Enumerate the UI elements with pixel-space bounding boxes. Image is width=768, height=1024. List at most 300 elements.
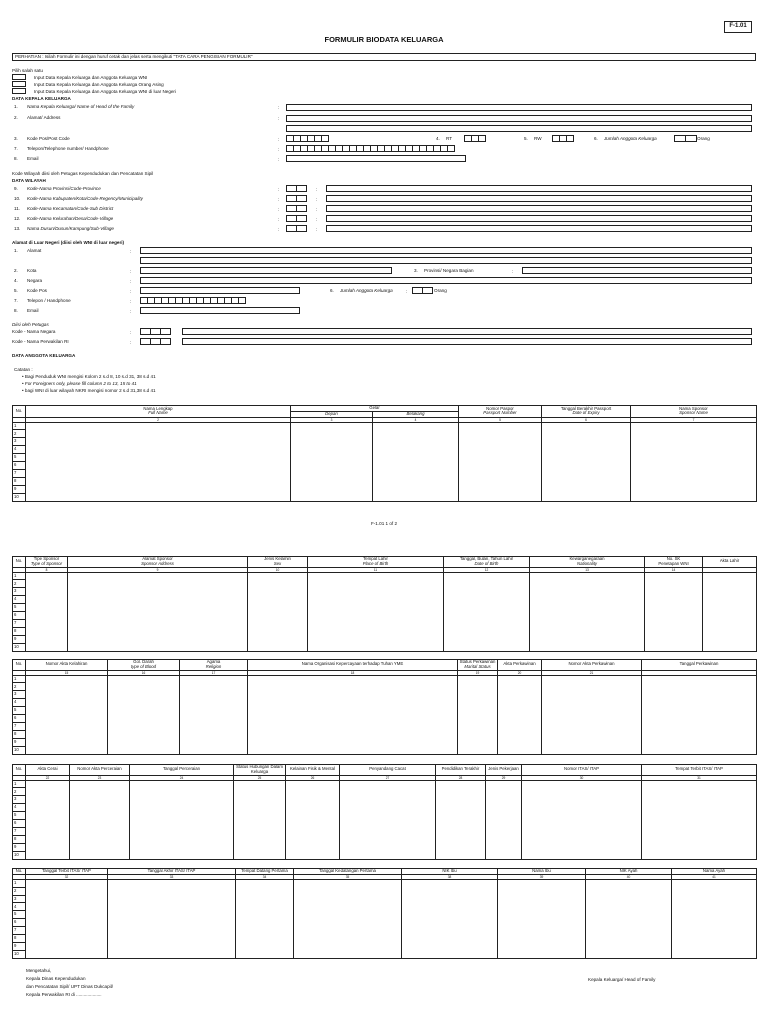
table-cell[interactable] [542, 462, 631, 470]
table-cell[interactable] [458, 691, 498, 699]
table-cell[interactable] [542, 430, 631, 438]
table-cell[interactable] [234, 827, 286, 835]
table-cell[interactable] [542, 722, 642, 730]
table-cell[interactable] [130, 812, 234, 820]
head-address-field-2[interactable] [286, 125, 752, 132]
table-cell[interactable] [498, 683, 542, 691]
table-cell[interactable] [402, 919, 498, 927]
table-cell[interactable] [522, 851, 642, 859]
table-cell[interactable] [26, 493, 291, 501]
table-cell[interactable] [458, 730, 498, 738]
table-cell[interactable] [631, 485, 757, 493]
table-cell[interactable] [703, 643, 757, 651]
table-cell[interactable] [522, 788, 642, 796]
table-cell[interactable] [70, 788, 130, 796]
table-cell[interactable] [291, 438, 373, 446]
table-cell[interactable] [308, 604, 444, 612]
table-cell[interactable] [248, 596, 308, 604]
table-cell[interactable] [459, 477, 542, 485]
table-cell[interactable] [631, 438, 757, 446]
table-cell[interactable] [26, 422, 291, 430]
table-cell[interactable] [340, 843, 436, 851]
table-cell[interactable] [26, 715, 108, 723]
table-cell[interactable] [108, 722, 180, 730]
table-cell[interactable] [642, 820, 757, 828]
table-cell[interactable] [180, 707, 248, 715]
table-cell[interactable] [236, 895, 294, 903]
table-cell[interactable] [542, 469, 631, 477]
table-cell[interactable] [248, 730, 458, 738]
table-cell[interactable] [486, 827, 522, 835]
table-cell[interactable] [236, 879, 294, 887]
region-name-field[interactable] [326, 185, 752, 192]
table-cell[interactable] [26, 691, 108, 699]
rt-cells[interactable] [464, 135, 485, 142]
table-cell[interactable] [308, 627, 444, 635]
table-cell[interactable] [248, 722, 458, 730]
table-cell[interactable] [248, 699, 458, 707]
table-cell[interactable] [542, 683, 642, 691]
table-cell[interactable] [542, 485, 631, 493]
table-cell[interactable] [248, 588, 308, 596]
table-cell[interactable] [642, 699, 757, 707]
table-cell[interactable] [672, 887, 757, 895]
table-cell[interactable] [26, 462, 291, 470]
table-cell[interactable] [444, 580, 530, 588]
table-cell[interactable] [586, 903, 672, 911]
table-cell[interactable] [108, 699, 180, 707]
officer-country-name-field[interactable] [182, 328, 752, 335]
table-cell[interactable] [459, 430, 542, 438]
table-cell[interactable] [108, 942, 236, 950]
table-cell[interactable] [642, 827, 757, 835]
table-cell[interactable] [234, 835, 286, 843]
table-cell[interactable] [70, 780, 130, 788]
table-cell[interactable] [642, 722, 757, 730]
table-cell[interactable] [672, 919, 757, 927]
table-cell[interactable] [26, 485, 291, 493]
table-cell[interactable] [234, 780, 286, 788]
table-cell[interactable] [373, 438, 459, 446]
table-cell[interactable] [286, 796, 340, 804]
table-cell[interactable] [402, 942, 498, 950]
table-cell[interactable] [642, 851, 757, 859]
table-cell[interactable] [70, 812, 130, 820]
table-cell[interactable] [26, 699, 108, 707]
table-cell[interactable] [458, 746, 498, 754]
table-cell[interactable] [373, 454, 459, 462]
table-cell[interactable] [286, 780, 340, 788]
table-cell[interactable] [642, 788, 757, 796]
choose-checkbox-3[interactable] [12, 88, 26, 94]
table-cell[interactable] [236, 942, 294, 950]
table-cell[interactable] [542, 446, 631, 454]
table-cell[interactable] [586, 942, 672, 950]
table-cell[interactable] [26, 935, 108, 943]
table-cell[interactable] [26, 746, 108, 754]
table-cell[interactable] [130, 804, 234, 812]
table-cell[interactable] [458, 722, 498, 730]
table-cell[interactable] [703, 612, 757, 620]
table-cell[interactable] [642, 796, 757, 804]
table-cell[interactable] [26, 879, 108, 887]
table-cell[interactable] [542, 438, 631, 446]
table-cell[interactable] [340, 804, 436, 812]
table-cell[interactable] [340, 788, 436, 796]
table-cell[interactable] [26, 469, 291, 477]
table-cell[interactable] [498, 707, 542, 715]
table-cell[interactable] [458, 683, 498, 691]
table-cell[interactable] [645, 596, 703, 604]
table-cell[interactable] [672, 935, 757, 943]
table-cell[interactable] [459, 438, 542, 446]
table-cell[interactable] [108, 887, 236, 895]
table-cell[interactable] [586, 919, 672, 927]
table-cell[interactable] [286, 820, 340, 828]
table-cell[interactable] [26, 851, 70, 859]
table-cell[interactable] [248, 707, 458, 715]
table-cell[interactable] [108, 895, 236, 903]
table-cell[interactable] [108, 707, 180, 715]
table-cell[interactable] [68, 572, 248, 580]
table-cell[interactable] [498, 691, 542, 699]
table-cell[interactable] [373, 485, 459, 493]
table-cell[interactable] [108, 879, 236, 887]
table-cell[interactable] [530, 596, 645, 604]
table-cell[interactable] [402, 903, 498, 911]
table-cell[interactable] [373, 446, 459, 454]
table-cell[interactable] [498, 903, 586, 911]
table-cell[interactable] [294, 919, 402, 927]
table-cell[interactable] [26, 804, 70, 812]
table-cell[interactable] [586, 879, 672, 887]
officer-rep-name-field[interactable] [182, 338, 752, 345]
table-cell[interactable] [70, 851, 130, 859]
table-cell[interactable] [308, 580, 444, 588]
table-cell[interactable] [180, 675, 248, 683]
table-cell[interactable] [308, 612, 444, 620]
table-cell[interactable] [26, 619, 68, 627]
table-cell[interactable] [542, 493, 631, 501]
table-cell[interactable] [498, 730, 542, 738]
table-cell[interactable] [26, 707, 108, 715]
table-cell[interactable] [108, 683, 180, 691]
table-cell[interactable] [642, 843, 757, 851]
table-cell[interactable] [486, 843, 522, 851]
table-cell[interactable] [436, 835, 486, 843]
table-cell[interactable] [444, 612, 530, 620]
table-cell[interactable] [26, 477, 291, 485]
table-cell[interactable] [130, 843, 234, 851]
table-cell[interactable] [642, 780, 757, 788]
table-cell[interactable] [402, 879, 498, 887]
table-cell[interactable] [459, 454, 542, 462]
table-cell[interactable] [522, 835, 642, 843]
table-cell[interactable] [248, 691, 458, 699]
table-cell[interactable] [248, 635, 308, 643]
table-cell[interactable] [180, 699, 248, 707]
table-cell[interactable] [703, 619, 757, 627]
table-cell[interactable] [672, 895, 757, 903]
table-cell[interactable] [586, 895, 672, 903]
table-cell[interactable] [444, 604, 530, 612]
table-cell[interactable] [645, 627, 703, 635]
table-cell[interactable] [530, 643, 645, 651]
table-cell[interactable] [68, 588, 248, 596]
table-cell[interactable] [26, 788, 70, 796]
table-cell[interactable] [459, 485, 542, 493]
table-cell[interactable] [286, 827, 340, 835]
table-cell[interactable] [294, 942, 402, 950]
table-cell[interactable] [248, 683, 458, 691]
abroad-email-field[interactable] [140, 307, 300, 314]
table-cell[interactable] [26, 812, 70, 820]
table-cell[interactable] [522, 843, 642, 851]
table-cell[interactable] [180, 738, 248, 746]
table-cell[interactable] [70, 820, 130, 828]
table-cell[interactable] [642, 675, 757, 683]
table-cell[interactable] [248, 612, 308, 620]
table-cell[interactable] [672, 911, 757, 919]
table-cell[interactable] [486, 796, 522, 804]
table-cell[interactable] [26, 919, 108, 927]
region-code-cells[interactable] [286, 225, 306, 232]
table-cell[interactable] [542, 699, 642, 707]
region-name-field[interactable] [326, 225, 752, 232]
table-cell[interactable] [26, 738, 108, 746]
table-cell[interactable] [130, 820, 234, 828]
table-cell[interactable] [26, 843, 70, 851]
table-cell[interactable] [236, 927, 294, 935]
table-cell[interactable] [130, 780, 234, 788]
table-cell[interactable] [586, 935, 672, 943]
table-cell[interactable] [180, 746, 248, 754]
table-cell[interactable] [26, 827, 70, 835]
table-cell[interactable] [248, 572, 308, 580]
table-cell[interactable] [26, 627, 68, 635]
table-cell[interactable] [291, 446, 373, 454]
phone-cells[interactable] [286, 145, 454, 152]
table-cell[interactable] [642, 715, 757, 723]
table-cell[interactable] [444, 619, 530, 627]
table-cell[interactable] [486, 788, 522, 796]
table-cell[interactable] [26, 730, 108, 738]
table-cell[interactable] [642, 812, 757, 820]
table-cell[interactable] [286, 851, 340, 859]
choose-checkbox-1[interactable] [12, 74, 26, 80]
table-cell[interactable] [402, 895, 498, 903]
table-cell[interactable] [248, 643, 308, 651]
table-cell[interactable] [291, 462, 373, 470]
table-cell[interactable] [498, 950, 586, 958]
table-cell[interactable] [68, 619, 248, 627]
abroad-city-field[interactable] [140, 267, 392, 274]
table-cell[interactable] [459, 469, 542, 477]
table-cell[interactable] [672, 950, 757, 958]
table-cell[interactable] [542, 746, 642, 754]
table-cell[interactable] [498, 675, 542, 683]
table-cell[interactable] [642, 730, 757, 738]
table-cell[interactable] [26, 580, 68, 588]
table-cell[interactable] [642, 738, 757, 746]
table-cell[interactable] [26, 887, 108, 895]
table-cell[interactable] [340, 780, 436, 788]
table-cell[interactable] [458, 675, 498, 683]
table-cell[interactable] [236, 887, 294, 895]
table-cell[interactable] [486, 780, 522, 788]
region-code-cells[interactable] [286, 215, 306, 222]
table-cell[interactable] [70, 804, 130, 812]
table-cell[interactable] [286, 804, 340, 812]
table-cell[interactable] [436, 788, 486, 796]
table-cell[interactable] [458, 738, 498, 746]
officer-rep-code-cells[interactable] [140, 338, 170, 345]
table-cell[interactable] [130, 851, 234, 859]
table-cell[interactable] [234, 788, 286, 796]
table-cell[interactable] [436, 812, 486, 820]
table-cell[interactable] [70, 827, 130, 835]
table-cell[interactable] [180, 722, 248, 730]
region-code-cells[interactable] [286, 195, 306, 202]
table-cell[interactable] [70, 796, 130, 804]
table-cell[interactable] [486, 835, 522, 843]
table-cell[interactable] [26, 927, 108, 935]
table-cell[interactable] [631, 477, 757, 485]
table-cell[interactable] [294, 911, 402, 919]
table-cell[interactable] [373, 422, 459, 430]
table-cell[interactable] [672, 927, 757, 935]
table-cell[interactable] [180, 683, 248, 691]
table-cell[interactable] [459, 422, 542, 430]
abroad-postcode-field[interactable] [140, 287, 300, 294]
table-cell[interactable] [642, 683, 757, 691]
table-cell[interactable] [486, 851, 522, 859]
table-cell[interactable] [530, 588, 645, 596]
table-cell[interactable] [642, 691, 757, 699]
table-cell[interactable] [26, 942, 108, 950]
table-cell[interactable] [631, 469, 757, 477]
table-cell[interactable] [642, 804, 757, 812]
table-cell[interactable] [108, 903, 236, 911]
region-name-field[interactable] [326, 205, 752, 212]
table-cell[interactable] [68, 635, 248, 643]
table-cell[interactable] [498, 722, 542, 730]
table-cell[interactable] [542, 738, 642, 746]
table-cell[interactable] [180, 715, 248, 723]
table-cell[interactable] [402, 911, 498, 919]
table-cell[interactable] [522, 796, 642, 804]
table-cell[interactable] [108, 730, 180, 738]
table-cell[interactable] [631, 446, 757, 454]
abroad-address-field-2[interactable] [140, 257, 752, 264]
table-cell[interactable] [130, 827, 234, 835]
table-cell[interactable] [498, 879, 586, 887]
table-cell[interactable] [402, 935, 498, 943]
table-cell[interactable] [498, 935, 586, 943]
table-cell[interactable] [108, 927, 236, 935]
table-cell[interactable] [530, 604, 645, 612]
table-cell[interactable] [373, 462, 459, 470]
table-cell[interactable] [642, 707, 757, 715]
table-cell[interactable] [498, 738, 542, 746]
table-cell[interactable] [444, 643, 530, 651]
table-cell[interactable] [108, 691, 180, 699]
table-cell[interactable] [645, 604, 703, 612]
abroad-members-cells[interactable] [412, 287, 432, 294]
table-cell[interactable] [458, 715, 498, 723]
table-cell[interactable] [26, 438, 291, 446]
rw-cells[interactable] [552, 135, 573, 142]
table-cell[interactable] [26, 796, 70, 804]
table-cell[interactable] [486, 804, 522, 812]
region-code-cells[interactable] [286, 205, 306, 212]
table-cell[interactable] [236, 919, 294, 927]
table-cell[interactable] [26, 820, 70, 828]
table-cell[interactable] [294, 887, 402, 895]
table-cell[interactable] [234, 851, 286, 859]
table-cell[interactable] [498, 699, 542, 707]
table-cell[interactable] [308, 588, 444, 596]
table-cell[interactable] [522, 820, 642, 828]
table-cell[interactable] [436, 804, 486, 812]
table-cell[interactable] [236, 911, 294, 919]
table-cell[interactable] [26, 675, 108, 683]
table-cell[interactable] [26, 612, 68, 620]
table-cell[interactable] [130, 835, 234, 843]
table-cell[interactable] [291, 454, 373, 462]
table-cell[interactable] [291, 485, 373, 493]
table-cell[interactable] [180, 691, 248, 699]
table-cell[interactable] [645, 572, 703, 580]
table-cell[interactable] [248, 746, 458, 754]
table-cell[interactable] [444, 572, 530, 580]
table-cell[interactable] [248, 580, 308, 588]
table-cell[interactable] [236, 935, 294, 943]
table-cell[interactable] [248, 738, 458, 746]
table-cell[interactable] [108, 935, 236, 943]
table-cell[interactable] [542, 730, 642, 738]
table-cell[interactable] [703, 627, 757, 635]
table-cell[interactable] [108, 675, 180, 683]
table-cell[interactable] [498, 746, 542, 754]
table-cell[interactable] [291, 477, 373, 485]
table-cell[interactable] [130, 788, 234, 796]
table-cell[interactable] [373, 493, 459, 501]
table-cell[interactable] [248, 604, 308, 612]
table-cell[interactable] [498, 942, 586, 950]
table-cell[interactable] [631, 422, 757, 430]
table-cell[interactable] [68, 604, 248, 612]
table-cell[interactable] [294, 950, 402, 958]
table-cell[interactable] [522, 812, 642, 820]
table-cell[interactable] [542, 454, 631, 462]
table-cell[interactable] [26, 604, 68, 612]
table-cell[interactable] [26, 895, 108, 903]
table-cell[interactable] [498, 887, 586, 895]
table-cell[interactable] [586, 927, 672, 935]
table-cell[interactable] [108, 746, 180, 754]
table-cell[interactable] [542, 707, 642, 715]
table-cell[interactable] [703, 604, 757, 612]
table-cell[interactable] [308, 635, 444, 643]
table-cell[interactable] [522, 780, 642, 788]
table-cell[interactable] [248, 619, 308, 627]
table-cell[interactable] [373, 469, 459, 477]
table-cell[interactable] [645, 643, 703, 651]
table-cell[interactable] [26, 635, 68, 643]
table-cell[interactable] [70, 835, 130, 843]
table-cell[interactable] [522, 827, 642, 835]
